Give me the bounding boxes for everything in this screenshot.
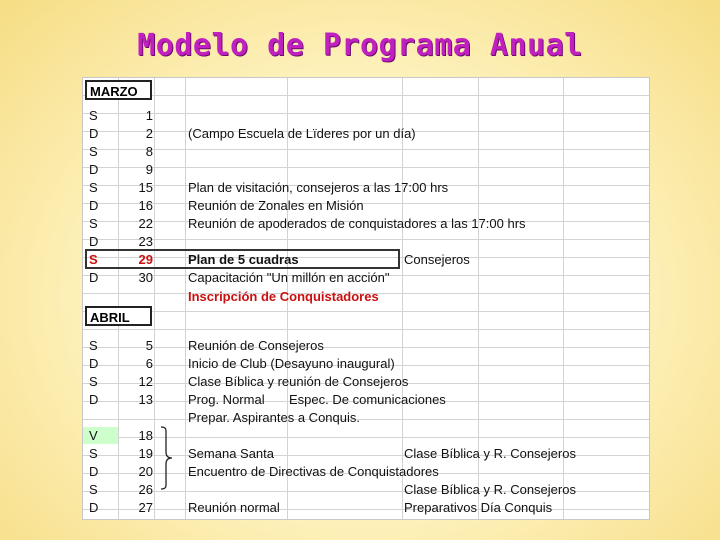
date-cell: 5	[145, 338, 153, 353]
day-cell: D	[89, 162, 99, 177]
day-cell: S	[89, 144, 98, 159]
date-cell: 2	[145, 126, 153, 141]
date-cell: 16	[138, 198, 153, 213]
date-cell: 23	[138, 234, 153, 249]
day-cell: S	[89, 446, 98, 461]
day-cell: D	[89, 198, 99, 213]
day-cell: D	[89, 464, 99, 479]
extra-cell: Preparativos Día Conquis	[404, 500, 553, 515]
day-cell: D	[89, 234, 99, 249]
date-cell: 26	[138, 482, 153, 497]
day-cell: V	[89, 428, 98, 443]
activity-cell: Reunión normal	[188, 500, 280, 515]
activity-cell: Prog. Normal	[188, 392, 265, 407]
day-cell: D	[89, 500, 99, 515]
page-title: Modelo de Programa Anual	[137, 28, 583, 63]
day-cell: D	[89, 392, 99, 407]
inscripcion-note: Inscripción de Conquistadores	[188, 289, 379, 304]
date-cell: 6	[145, 356, 153, 371]
day-cell: S	[89, 482, 98, 497]
activity-cell: Reunión de Zonales en Misión	[188, 198, 364, 213]
extra-cell: Clase Bíblica y R. Consejeros	[404, 482, 576, 497]
activity-cell: Prepar. Aspirantes a Conquis.	[188, 410, 360, 425]
activity-cell: Reunión de apoderados de conquistadores a las 17:00 hrs	[188, 216, 526, 231]
day-cell: S	[89, 180, 98, 195]
activity-cell: Semana Santa	[188, 446, 275, 461]
month-header-abril: ABRIL	[85, 306, 152, 326]
date-cell: 30	[138, 270, 153, 285]
date-cell: 9	[145, 162, 153, 177]
day-cell: D	[89, 126, 99, 141]
date-cell: 1	[145, 108, 153, 123]
curly-brace-icon	[159, 426, 173, 490]
activity-cell: Plan de 5 cuadras	[188, 252, 299, 267]
activity-cell: Clase Bíblica y reunión de Consejeros	[188, 374, 409, 389]
activity-cell: Inicio de Club (Desayuno inaugural)	[188, 356, 395, 371]
extra-cell: Consejeros	[404, 252, 470, 267]
date-cell: 8	[145, 144, 153, 159]
date-cell: 12	[138, 374, 153, 389]
day-cell: S	[89, 108, 98, 123]
date-cell: 18	[138, 428, 153, 443]
day-cell: S	[89, 252, 98, 267]
day-cell: D	[89, 356, 99, 371]
activity-cell: Reunión de Consejeros	[188, 338, 324, 353]
day-cell: S	[89, 338, 98, 353]
activity-cell: Encuentro de Directivas de Conquistadores	[188, 464, 439, 479]
day-cell: D	[89, 270, 99, 285]
date-cell: 13	[138, 392, 153, 407]
extra-cell: Clase Bíblica y R. Consejeros	[404, 446, 576, 461]
date-cell: 19	[138, 446, 153, 461]
date-cell	[121, 409, 153, 426]
spreadsheet	[82, 77, 650, 520]
date-cell: 27	[138, 500, 153, 515]
day-cell: S	[89, 216, 98, 231]
date-cell: 22	[138, 216, 153, 231]
date-cell: 15	[138, 180, 153, 195]
activity-cell: Plan de visitación, consejeros a las 17:00 hrs	[188, 180, 449, 195]
month-header-marzo: MARZO	[85, 80, 152, 100]
activity-cell: (Campo Escuela de Lïderes por un día)	[188, 126, 416, 141]
extra-cell: Espec. De comunicaciones	[289, 392, 446, 407]
date-cell: 20	[138, 464, 153, 479]
activity-cell: Capacitación "Un millón en acción"	[188, 270, 390, 285]
date-cell: 29	[138, 252, 153, 267]
day-cell: S	[89, 374, 98, 389]
